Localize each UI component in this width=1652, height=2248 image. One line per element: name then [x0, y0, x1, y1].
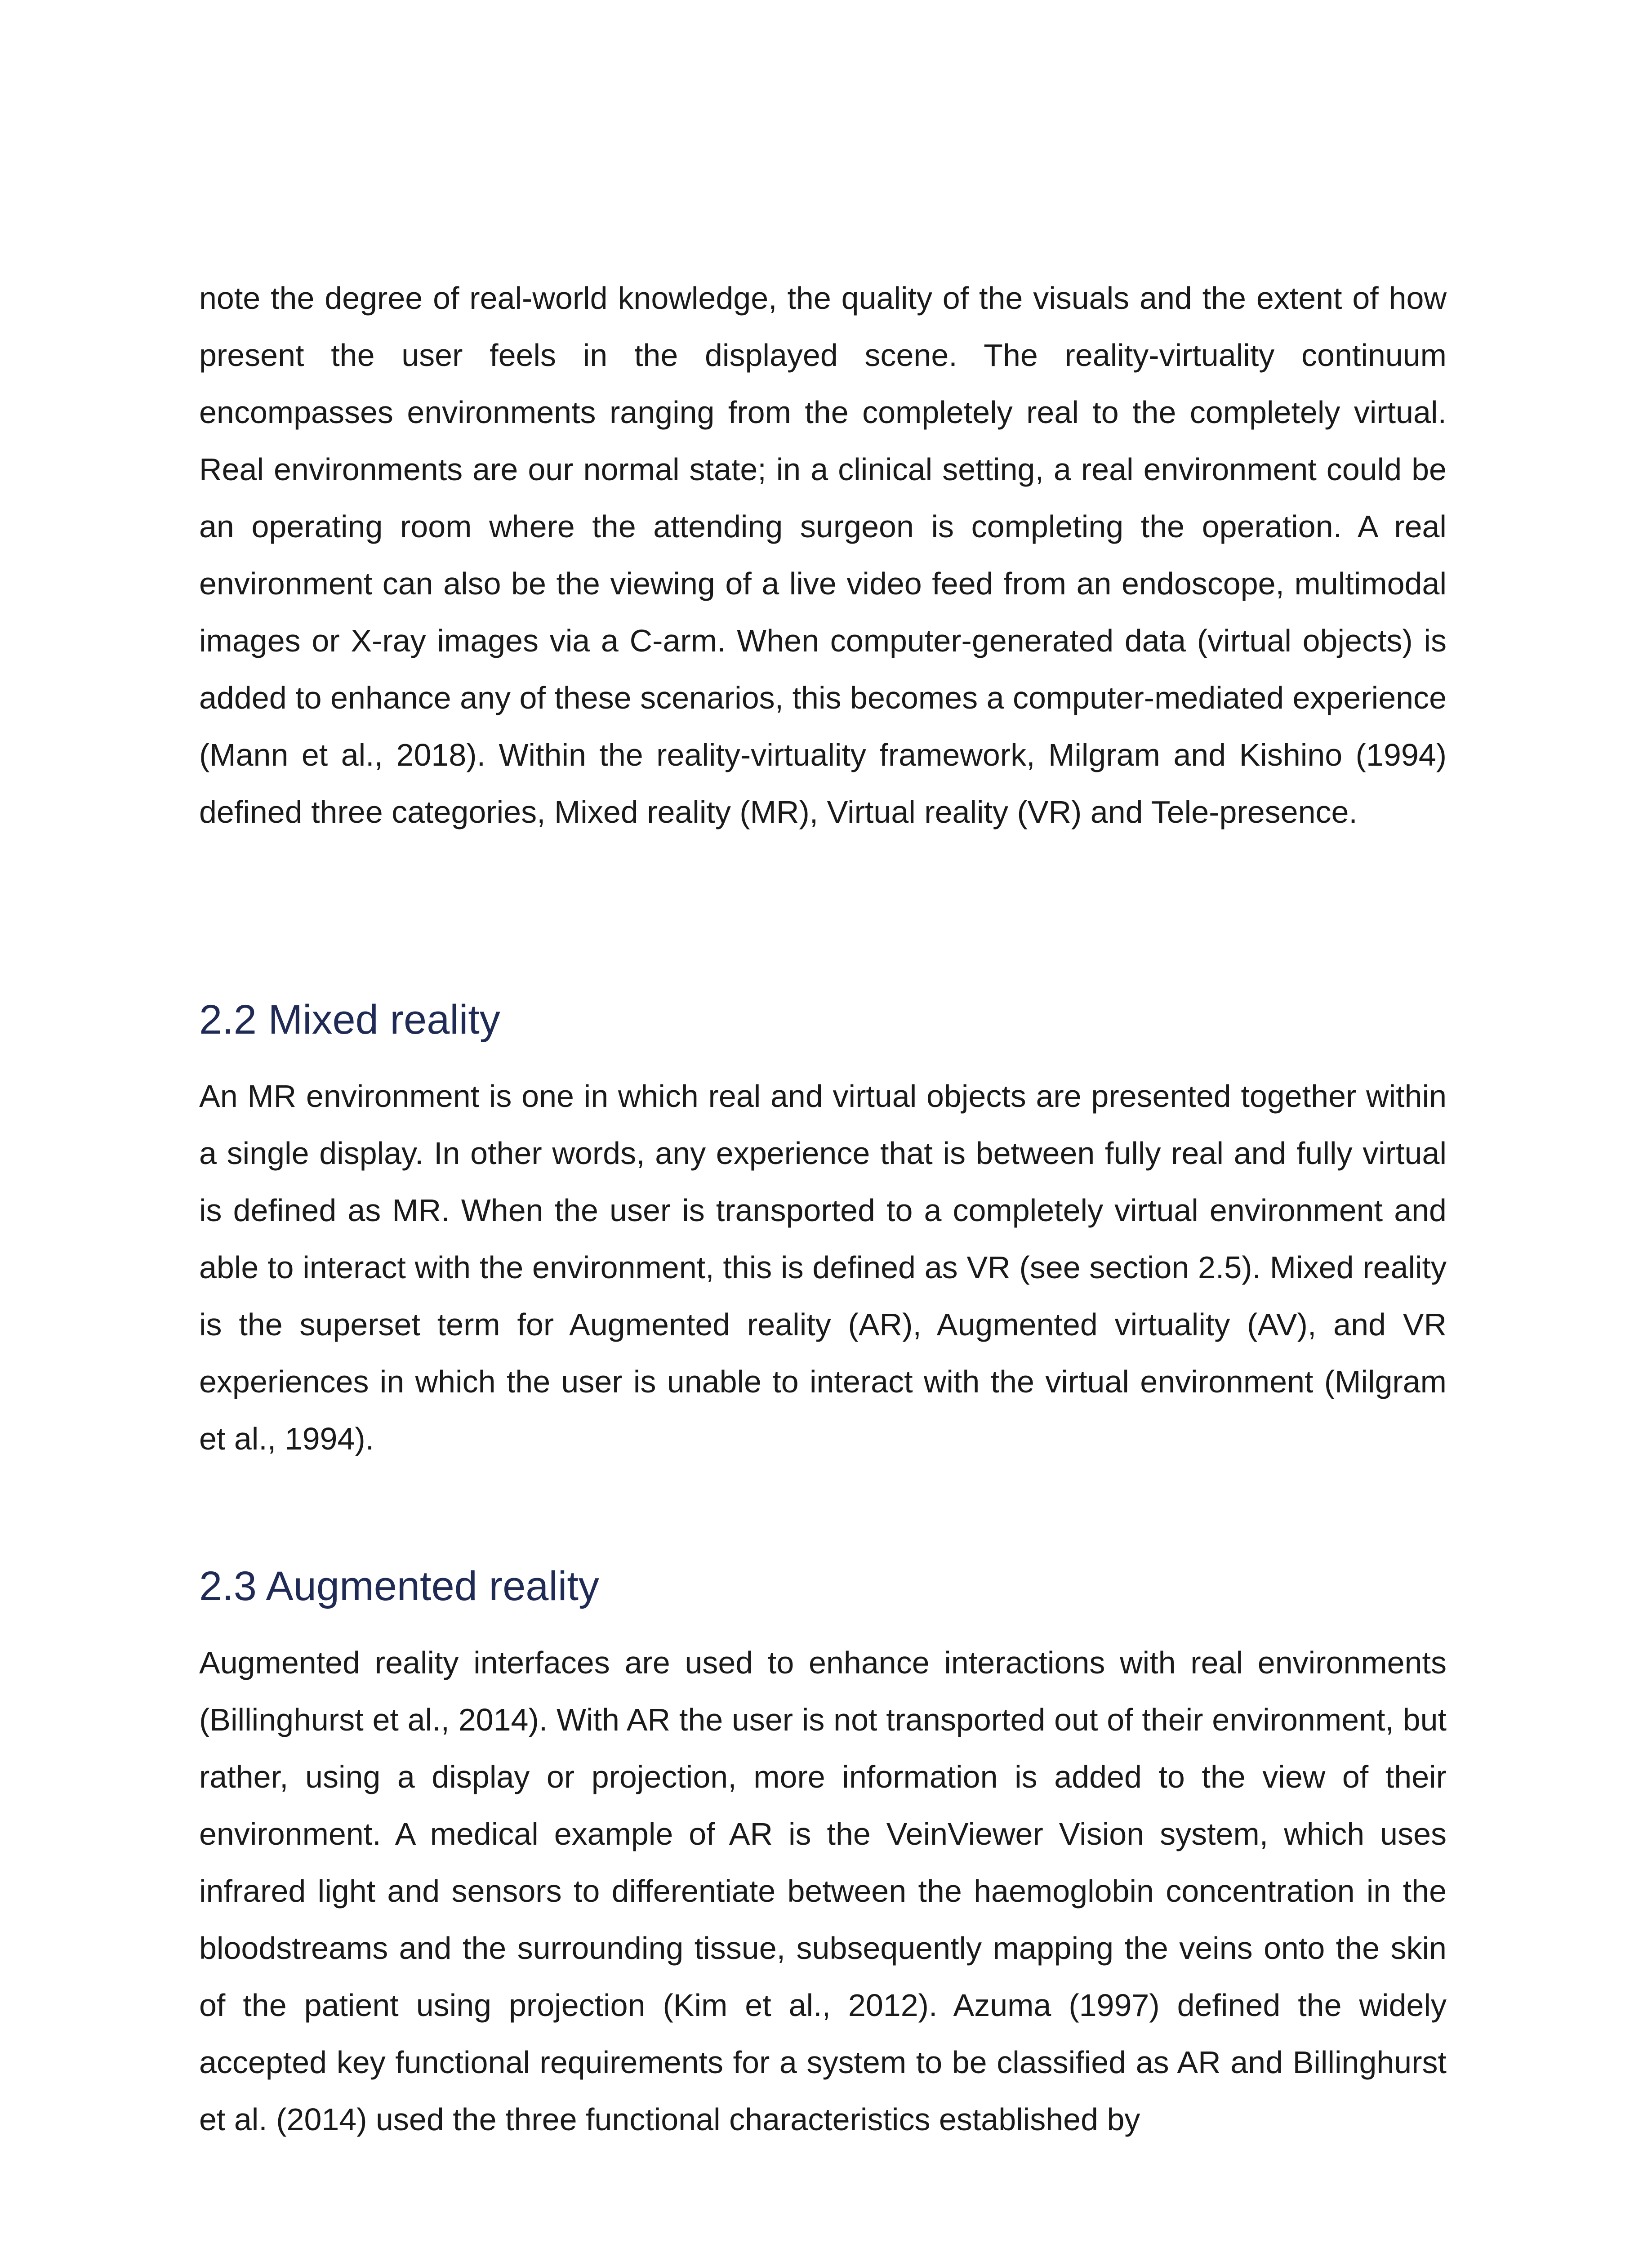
paragraph-mixed-reality: An MR environment is one in which real and virtual objects are presented together within a single display. In other words, any experience that is between fully real and fully virtual is defined as MR. When the user is transported to a completely virtual environment and able to interact with the environment, this is defined as VR (see section 2.5). Mixed reality is the superset term for Augmented reality (AR), Augmented virtuality (AV), and VR experiences in which the user is unable to interact with the virtual environment (Milgram et al., 1994).	[199, 1079, 1447, 1456]
section-heading-mixed-reality: 2.2 Mixed reality	[199, 997, 500, 1043]
paragraph-reality-virtuality-continuum: note the degree of real-world knowledge, the quality of the visuals and the extent of how present the user feels in the displayed scene. The reality-virtuality continuum encompasses environments ranging from the completely real to the completely virtual. Real environments are our normal state; in a clinical setting, a real environment could be an operating room where the attending surgeon is completing the operation. A real environment can also be the viewing of a live video feed from an endoscope, multimodal images or X-ray images via a C-arm. When computer-generated data (virtual objects) is added to enhance any of these scenarios, this becomes a computer-mediated experience (Mann et al., 2018). Within the reality-virtuality framework, Milgram and Kishino (1994) defined three categories, Mixed reality (MR), Virtual reality (VR) and Tele-presence.	[199, 281, 1447, 830]
paragraph-augmented-reality: Augmented reality interfaces are used to enhance interactions with real environments (Billinghurst et al., 2014). With AR the user is not transported out of their environment, but rather, using a display or projection, more information is added to the view of their environment. A medical example of AR is the VeinViewer Vision system, which uses infrared light and sensors to differentiate between the haemoglobin concentration in the bloodstreams and the surrounding tissue, subsequently mapping the veins onto the skin of the patient using projection (Kim et al., 2012). Azuma (1997) defined the widely accepted key functional requirements for a system to be classified as AR and Billinghurst et al. (2014) used the three functional characteristics established by	[199, 1645, 1447, 2137]
section-heading-augmented-reality: 2.3 Augmented reality	[199, 1563, 599, 1609]
